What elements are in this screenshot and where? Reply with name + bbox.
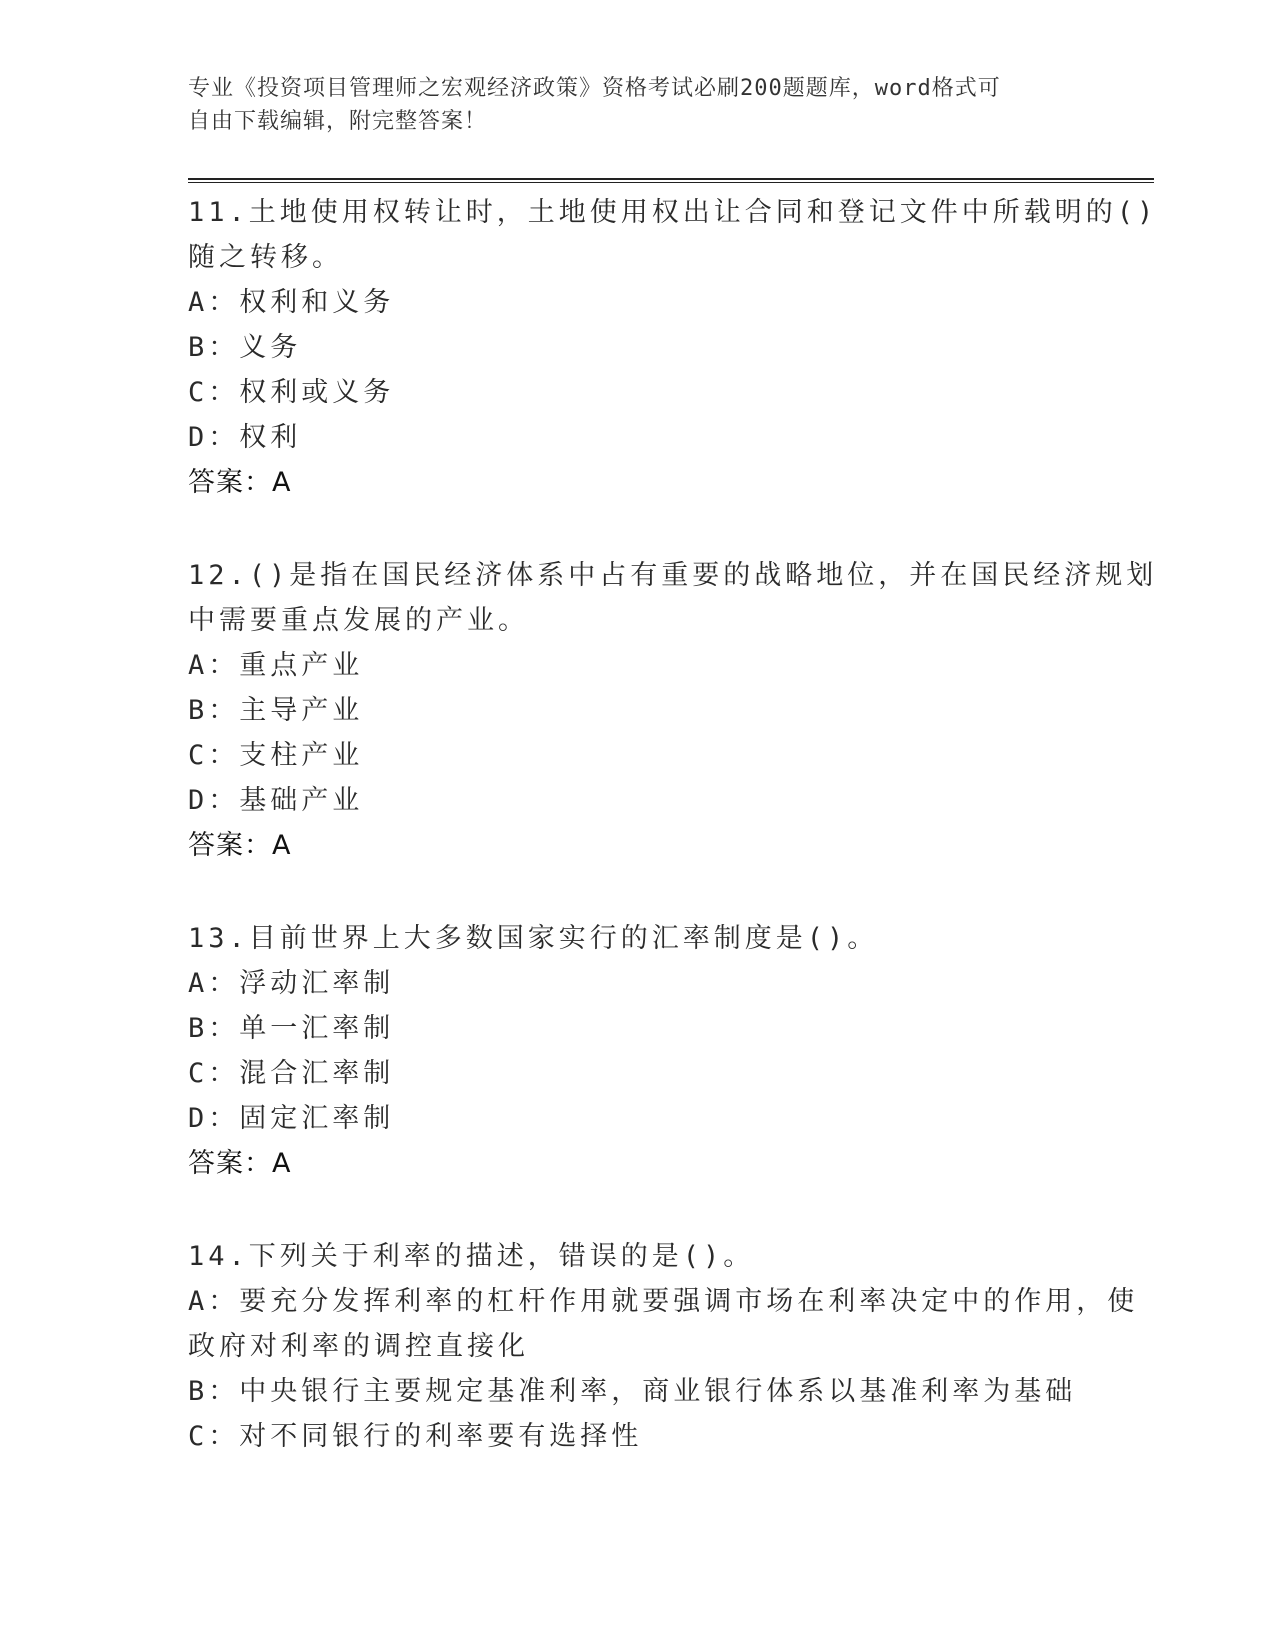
option-a: A：重点产业: [188, 650, 364, 681]
question-stem-continued: 随之转移。: [188, 242, 343, 273]
option-c: C：对不同银行的利率要有选择性: [188, 1421, 643, 1452]
header-line-2: 自由下载编辑，附完整答案！: [188, 109, 488, 134]
answer-label: 答案：A: [188, 467, 292, 498]
option-d: D：基础产业: [188, 785, 364, 816]
header-divider-thin: [188, 182, 1154, 183]
question-11: [188, 190, 1158, 505]
question-list: [188, 190, 1158, 1507]
option-a-continued: 政府对利率的调控直接化: [188, 1331, 529, 1362]
option-d: D：固定汇率制: [188, 1103, 395, 1134]
option-a: A：权利和义务: [188, 287, 395, 318]
header-divider-thick: [188, 178, 1154, 180]
question-stem: 12.()是指在国民经济体系中占有重要的战略地位，并在国民经济规划: [188, 560, 1158, 591]
answer-label: 答案：A: [188, 830, 292, 861]
question-stem: 11.土地使用权转让时，土地使用权出让合同和登记文件中所载明的(): [188, 197, 1158, 228]
option-c: C：支柱产业: [188, 740, 364, 771]
option-b: B：单一汇率制: [188, 1013, 395, 1044]
option-c: C：混合汇率制: [188, 1058, 395, 1089]
option-d: D：权利: [188, 422, 302, 453]
option-b: B：中央银行主要规定基准利率，商业银行体系以基准利率为基础: [188, 1376, 1077, 1407]
option-a: A：浮动汇率制: [188, 968, 395, 999]
question-12: [188, 553, 1158, 868]
question-stem: 13.目前世界上大多数国家实行的汇率制度是()。: [188, 923, 879, 954]
header-line-1: 专业《投资项目管理师之宏观经济政策》资格考试必刷200题题库，word格式可: [188, 76, 1001, 101]
question-13: [188, 916, 1088, 1186]
option-b: B：主导产业: [188, 695, 364, 726]
document-header: [188, 72, 1088, 138]
option-c: C：权利或义务: [188, 377, 395, 408]
question-stem: 14.下列关于利率的描述，错误的是()。: [188, 1241, 755, 1272]
option-b: B：义务: [188, 332, 302, 363]
answer-label: 答案：A: [188, 1148, 292, 1179]
option-a: A：要充分发挥利率的杠杆作用就要强调市场在利率决定中的作用，使: [188, 1286, 1139, 1317]
question-14: [188, 1234, 1139, 1459]
question-stem-continued: 中需要重点发展的产业。: [188, 605, 529, 636]
